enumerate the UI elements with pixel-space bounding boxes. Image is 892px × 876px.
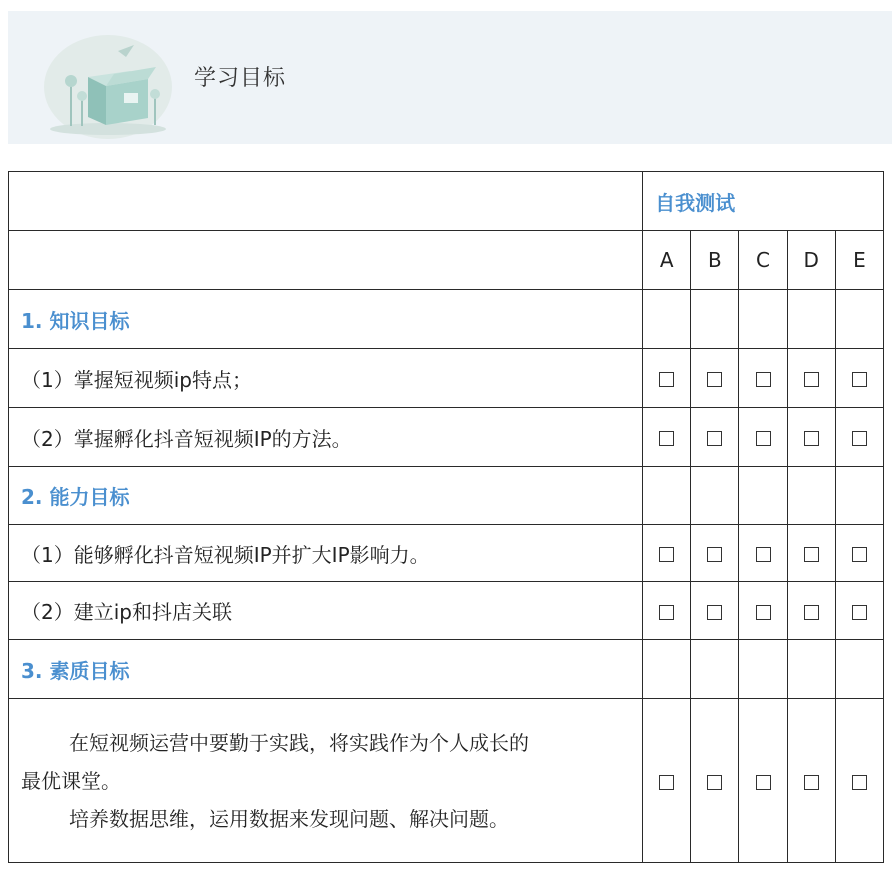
checkbox-e[interactable] (852, 605, 867, 620)
table-row (9, 699, 884, 863)
table-row (9, 408, 884, 467)
header-empty-cell (9, 172, 643, 231)
section-row (9, 290, 884, 349)
section-title-ability: 2. 能力目标 (9, 467, 643, 525)
checkbox-a[interactable] (659, 775, 674, 790)
checkbox-b[interactable] (707, 775, 722, 790)
checkbox-b[interactable] (707, 372, 722, 387)
checkbox-a[interactable] (659, 605, 674, 620)
paragraph-line: 培养数据思维，运用数据来发现问题、解决问题。 (69, 806, 509, 831)
checkbox-a[interactable] (659, 547, 674, 562)
objective-item: （1）能够孵化抖音短视频IP并扩大IP影响力。 (9, 525, 643, 582)
checkbox-b[interactable] (707, 605, 722, 620)
header-row (9, 172, 884, 231)
checkbox-c[interactable] (756, 547, 771, 562)
checkbox-d[interactable] (804, 775, 819, 790)
table-row (9, 349, 884, 408)
objective-item: （2）掌握孵化抖音短视频IP的方法。 (9, 408, 643, 467)
checkbox-e[interactable] (852, 372, 867, 387)
checkbox-c[interactable] (756, 431, 771, 446)
paragraph-line: 最优课堂。 (21, 768, 121, 793)
paragraph-line: 在短视频运营中要勤于实践，将实践作为个人成长的 (69, 730, 529, 755)
checkbox-e[interactable] (852, 431, 867, 446)
objective-item: （1）掌握短视频ip特点； (9, 349, 643, 408)
quality-paragraph (9, 699, 643, 863)
objectives-banner (8, 11, 892, 144)
option-b-label: B (691, 231, 739, 290)
self-test-header: 自我测试 (643, 172, 884, 231)
section-title-quality: 3. 素质目标 (9, 640, 643, 699)
self-test-table (8, 171, 884, 863)
section-row (9, 640, 884, 699)
box-illustration-icon (30, 29, 180, 139)
option-d-label: D (787, 231, 835, 290)
checkbox-a[interactable] (659, 431, 674, 446)
option-e-label: E (835, 231, 883, 290)
table-row (9, 582, 884, 640)
checkbox-e[interactable] (852, 775, 867, 790)
checkbox-b[interactable] (707, 547, 722, 562)
checkbox-a[interactable] (659, 372, 674, 387)
checkbox-c[interactable] (756, 372, 771, 387)
section-row (9, 467, 884, 525)
checkbox-e[interactable] (852, 547, 867, 562)
checkbox-c[interactable] (756, 605, 771, 620)
option-a-label: A (643, 231, 691, 290)
options-row (9, 231, 884, 290)
checkbox-d[interactable] (804, 431, 819, 446)
banner-title: 学习目标 (194, 66, 287, 91)
checkbox-d[interactable] (804, 605, 819, 620)
option-c-label: C (739, 231, 787, 290)
checkbox-d[interactable] (804, 372, 819, 387)
objective-item: （2）建立ip和抖店关联 (9, 582, 643, 640)
checkbox-c[interactable] (756, 775, 771, 790)
table-row (9, 525, 884, 582)
checkbox-d[interactable] (804, 547, 819, 562)
checkbox-b[interactable] (707, 431, 722, 446)
section-title-knowledge: 1. 知识目标 (9, 290, 643, 349)
options-empty-cell (9, 231, 643, 290)
